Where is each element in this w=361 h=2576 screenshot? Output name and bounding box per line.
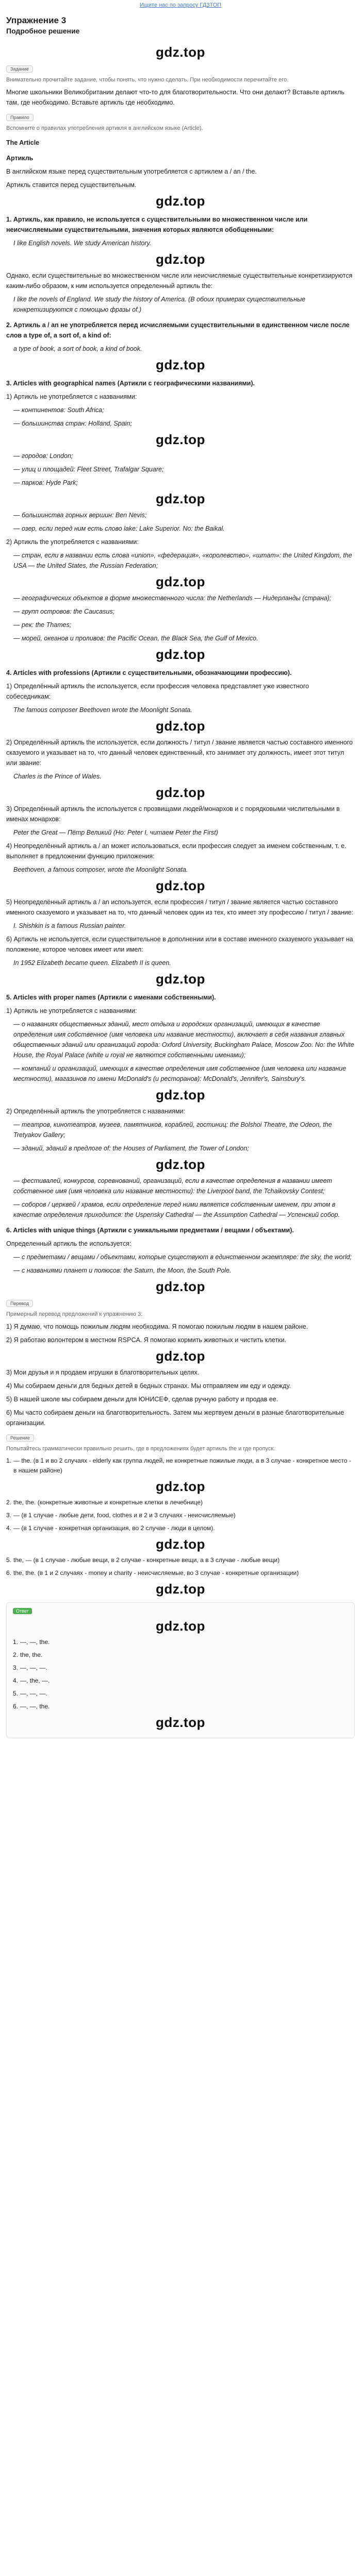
rule4-2-example: Charles is the Prince of Wales. (13, 773, 102, 780)
translation-tag: Перевод (6, 1300, 33, 1307)
watermark-text: gdz.top (156, 1279, 205, 1294)
list-item: — рек: the Thames; (13, 621, 72, 629)
answer-tag: Ответ (13, 1608, 32, 1614)
rule1-title: 1. Артикль, как правило, не используется с существительными во множественном числе или неисчисляемыми существительными, значения которых являются обобщенными: (6, 216, 308, 233)
list-item: — соборов / церквей / храмов, если определение перед ними является собственным именем, при этом в качестве определения приходится: the Uspensky Cathedral — the Assumption Cathedral — Успенский собор. (13, 1201, 340, 1218)
list-item: — компаний и организаций, имеющих в качестве определения имя собственное (имя человека или название местности), магазинов по имени McDonald's (и ресторанов): McDonald's, Jennifer's, Sainsbury's. (13, 1065, 347, 1082)
list-item: 3. —, —, —. (13, 1664, 47, 1671)
watermark-text: gdz.top (156, 971, 205, 987)
list-item: — зданий, зданий в предлоге of: the Houses of Parliament, the Tower of London; (13, 1145, 249, 1152)
list-item: — парков: Hyde Park; (13, 479, 78, 486)
list-item: 1. —, —, the. (13, 1638, 50, 1646)
watermark-text: gdz.top (156, 647, 205, 662)
rule5-2: 2) Определённый артикль the употребляется с названиями: (6, 1108, 185, 1115)
answer-box (6, 1602, 355, 1738)
translation-item: 6) Мы часто собираем деньги на благотворительность. Затем мы жертвуем деньги в разные благотворительные организации. (6, 1409, 344, 1427)
list-item: — с предметами / вещами / объектами, которые существуют в единственном экземпляре: the sky, the world; (13, 1253, 352, 1261)
rule4-6-example: In 1952 Elizabeth became queen. Elizabeth II is queen. (13, 959, 171, 967)
rule3-2: 2) Артикль the употребляется с названиями: (6, 538, 139, 546)
section-article-subtitle: Артикль (6, 155, 34, 162)
list-item: 1. — the. (в 1 и во 2 случаях - elderly как группа людей, не конкретные пожилые люди, а в 3 случае - конкретное место - в нашем районе) (6, 1457, 351, 1474)
rule4-5: 5) Неопределённый артикль a / an используется, если профессия / титул / звание является частью составного именного сказуемого и указывает на то, что данный человек один из тех, кто имеет эту профессию / титул / звание: (6, 899, 354, 916)
list-item: 6. —, —, the. (13, 1703, 50, 1710)
watermark-text: gdz.top (156, 357, 205, 372)
watermark-text: gdz.top (156, 251, 205, 267)
watermark-text: gdz.top (156, 491, 205, 506)
task-tag: Задание (6, 65, 33, 73)
rule4-6: 6) Артикль не используется, если существительное в дополнении или в составе именного сказуемого указывает на положение, которое человек имеет или имел: (6, 936, 353, 953)
watermark-text: gdz.top (156, 193, 205, 209)
rule2-example: a type of book, a sort of book, a kind of book. (13, 345, 142, 352)
list-item: 6. the, the. (в 1 и 2 случаях - money и charity - неисчисляемые, во 3 случае - конкретные организации) (6, 1569, 299, 1577)
watermark-text: gdz.top (156, 1715, 205, 1730)
rule5-title: 5. Articles with proper names (Артикли с именами собственными). (6, 994, 216, 1001)
rule3-title: 3. Articles with geographical names (Артикли с географическими названиями). (6, 380, 255, 387)
list-item: — большинства горных вершин: Ben Nevis; (13, 512, 147, 519)
rule1-text: Однако, если существительные во множественном числе или неисчисляемые существительные конкретизируются каким-либо образом, к ним используется определенный артикль the: (6, 272, 353, 290)
rule4-3: 3) Определённый артикль the используется с прозвищами людей/монархов и с порядковыми числительными в именах монархов: (6, 805, 340, 823)
watermark-text: gdz.top (156, 1581, 205, 1597)
translation-item: 1) Я думаю, что помощь пожилым людям необходима. Я помогаю пожилым людям в нашем районе. (6, 1323, 308, 1330)
rule4-1: 1) Определённый артикль the используется, если профессия человека представляет уже известного собеседникам: (6, 683, 309, 700)
solution-list (6, 1456, 355, 1578)
rule4-4-example: Beethoven, a famous composer, wrote the Moonlight Sonata. (13, 866, 188, 873)
intro-text: Многие школьники Великобритании делают что-то для благотворительности. Что они делают? Вставьте артикль там, где необходимо. Вставьте артикль где необходимо. (6, 89, 344, 106)
watermark-text: gdz.top (156, 785, 205, 800)
list-item: — улиц и площадей: Fleet Street, Trafalgar Square; (13, 466, 164, 473)
list-item: — с названиями планет и полюсов: the Saturn, the Moon, the South Pole. (13, 1267, 232, 1274)
rule1-example-2: I like the novels of England. We study the history of America. (В обоих примерах существительные конкретизируются с помощью фразы of.) (13, 296, 306, 313)
watermark-text: gdz.top (156, 878, 205, 893)
rule-tag: Правило (6, 114, 34, 121)
rule4-4: 4) Неопределённый артикль a / an может использоваться, если профессия следует за именем собственным, т. е. выполняет в предложении функцию приложения: (6, 842, 347, 860)
rule3-1: 1) Артикль не употребляется с названиями: (6, 393, 137, 400)
rule4-1-example: The famous composer Beethoven wrote the Moonlight Sonata. (13, 706, 192, 714)
list-item: 5. the, — (в 1 случае - любые вещи, в 2 случае - конкретные вещи, а в 3 случае - любые вещи) (6, 1556, 280, 1564)
list-item: — о названиях общественных зданий, мест отдыха и городских организаций, имеющих в качестве определения имя собственное (имя человека или название местности), включает в себя названия главных общественных зданий или организаций города: Oxford University, Buckingham Palace, Moscow Zoo. No: the White House, the Royal Palace (white и royal не являются собственными именами); (13, 1021, 354, 1059)
list-item: 2. the, the. (13, 1651, 43, 1658)
list-item: 5. —, —, —. (13, 1690, 47, 1697)
list-item: — фестивалей, конкурсов, соревнований, организаций, если в качестве определения в названии имеет собственное имя (имя человека или название местности): the Liverpool band, the Tchaikovsky Contest; (13, 1177, 332, 1195)
list-item: — большинства стран: Holland, Spain; (13, 420, 132, 427)
top-link[interactable]: Ищите нас по запросу ГДЗТОП (139, 2, 222, 8)
rule5-1: 1) Артикль не употребляется с названиями: (6, 1007, 137, 1014)
rule6-text: Определенный артикль the используется: (6, 1240, 132, 1247)
rule4-3-example: Peter the Great — Пётр Великий (Но: Peter I, читаем Peter the First) (13, 829, 218, 836)
page-content (0, 10, 361, 1738)
rule-note: Вспомните о правилах употребления артикля в английском языке (Article). (6, 125, 203, 131)
translation-item: 2) Я работаю волонтером в местном RSPCA. Я помогаю кормить животных и чистить клетки. (6, 1336, 286, 1344)
watermark-text: gdz.top (156, 574, 205, 589)
list-item: — морей, океанов и проливов: the Pacific Ocean, the Black Sea, the Gulf of Mexico. (13, 635, 258, 642)
watermark-text: gdz.top (156, 1536, 205, 1552)
list-item: — городов: London; (13, 452, 73, 460)
solution-tag: Решение (6, 1434, 34, 1442)
section-article-title: The Article (6, 139, 40, 146)
rule6-title: 6. Articles with unique things (Артикли с уникальными предметами / вещами / объектами). (6, 1227, 294, 1234)
watermark-text: gdz.top (156, 1087, 205, 1103)
list-item: — групп островов: the Caucasus; (13, 608, 115, 615)
translation-item: 4) Мы собираем деньги для бедных детей в бедных странах. Мы отправляем им еду и одежду. (6, 1382, 291, 1389)
page-subtitle: Подробное решение (6, 27, 80, 35)
watermark-text: gdz.top (156, 432, 205, 447)
rule4-title: 4. Articles with professions (Артикли с существительными, обозначающими профессию). (6, 669, 292, 676)
list-item: — географических объектов в форме множественного числа: the Netherlands — Нидерланды (страна); (13, 595, 332, 602)
list-item: — театров, кинотеатров, музеев, памятников, кораблей, гостиниц: the Bolshoi Theatre, the Odeon, the Tretyakov Gallery; (13, 1121, 332, 1139)
answer-list (13, 1637, 348, 1711)
translation-note: Примерный перевод предложений к упражнению 3: (6, 1311, 143, 1317)
article-used: Артикль ставится перед существительным. (6, 181, 137, 189)
watermark-text: gdz.top (156, 1348, 205, 1364)
list-item: — озер, если перед ним есть слово lake: Lake Superior. No: the Baikal. (13, 525, 225, 532)
list-item: 4. — (в 1 случае - конкретная организация, во 2 случае - люди в целом). (6, 1524, 215, 1532)
watermark-text: gdz.top (156, 1157, 205, 1172)
list-item: — континентов: South Africa; (13, 406, 104, 414)
page-title: Упражнение 3 (6, 15, 67, 25)
solution-note: Попытайтесь грамматически правильно решить, где в предложениях будет артикль the и где пропуск. (6, 1446, 275, 1452)
translation-item: 5) В нашей школе мы собираем деньги для ЮНИСЕФ, сделав ручную работу и продав ее. (6, 1396, 278, 1403)
watermark-text: gdz.top (156, 1618, 205, 1634)
list-item: 2. the, the. (конкретные животные и конкретные клетки в лечебнице) (6, 1499, 203, 1506)
task-text: Внимательно прочитайте задание, чтобы понять, что нужно сделать. При необходимости перечитайте его. (6, 77, 289, 83)
rule2-title: 2. Артикль a / an не употребляется перед исчисляемыми существительными в единственном числе после слов a type of, a sort of, a kind of: (6, 321, 350, 339)
watermark-text: gdz.top (156, 1479, 205, 1494)
list-item: 3. — (в 1 случае - любые дети, food, clothes и в 2 и 3 случаях - неисчисляемые) (6, 1512, 236, 1519)
rule4-2: 2) Определённый артикль the используется, если должность / титул / звание является частью составного именного сказуемого и указывает на то, что данный человек единственный, кто занимает эту должность, имеет этот титул или звание: (6, 739, 353, 767)
watermark-text: gdz.top (156, 718, 205, 734)
list-item: 4. —, the, —. (13, 1677, 50, 1684)
watermark-text: gdz.top (156, 44, 205, 60)
rule1-example: I like English novels. We study American history. (13, 240, 152, 247)
rule4-5-example: I. Shishkin is a famous Russian painter. (13, 922, 126, 929)
translation-item: 3) Мои друзья и я продаем игрушки в благотворительных целях. (6, 1369, 200, 1376)
article-intro: В английском языке перед существительным употребляется с артиклем a / an / the. (6, 168, 257, 175)
list-item: — стран, если в названии есть слова «union», «федерация», «королевство», «штат»: the United Kingdom, the USA — the United States, the Russian Federation; (13, 552, 352, 569)
